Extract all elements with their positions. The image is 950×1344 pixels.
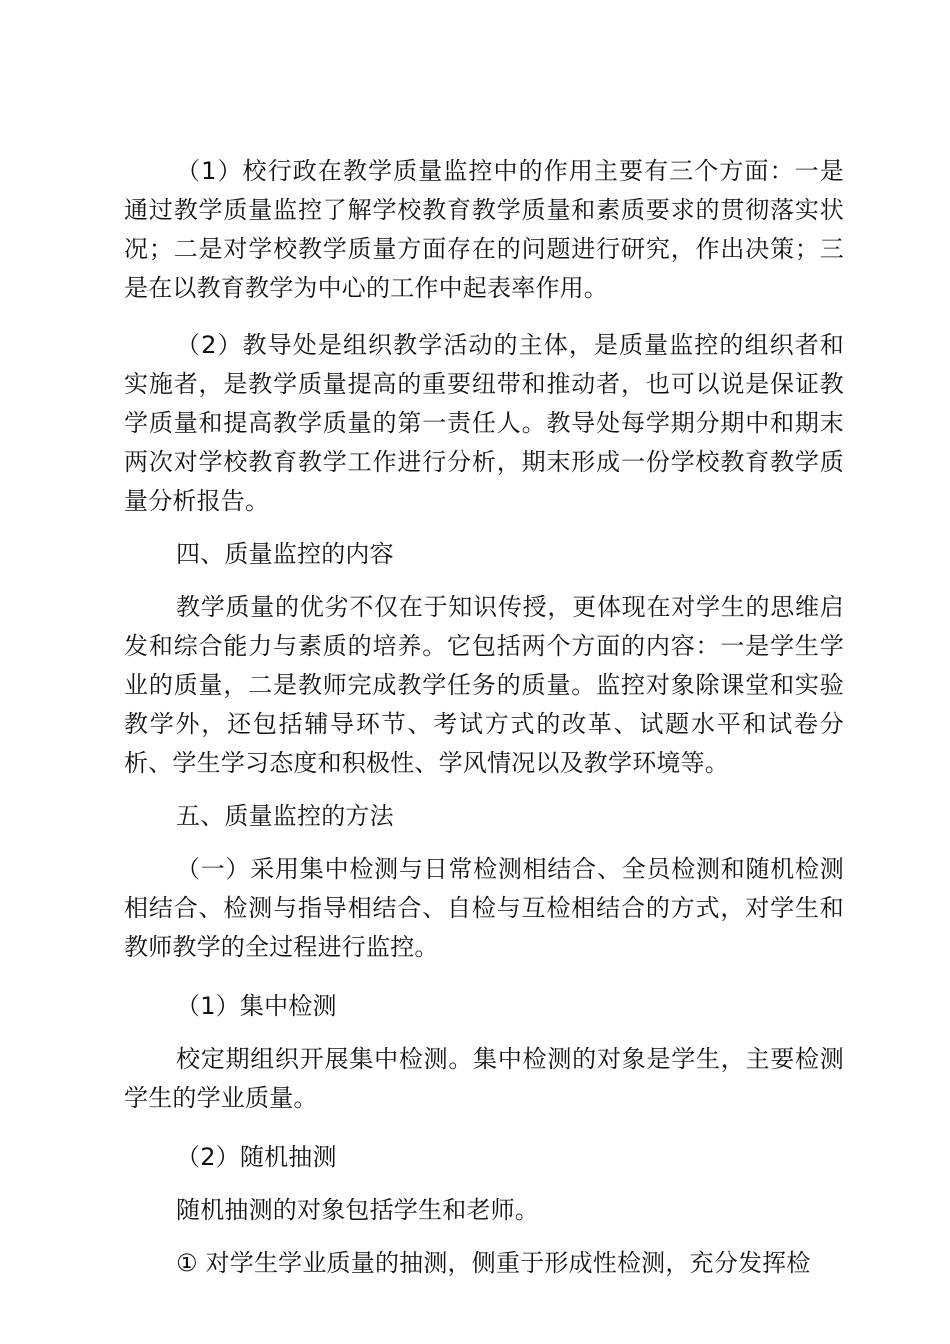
paragraph-monitoring-content: 教学质量的优劣不仅在于知识传授，更体现在对学生的思维启发和综合能力与素质的培养。它包括两个方面的内容：一是学生学业的质量，二是教师完成教学任务的质量。监控对象除课堂和实验教学外，还包括辅导环节、考试方式的改革、试题水平和试卷分析、学生学习态度和积极性、学风情况以及教学环境等。 [124,593,844,777]
paragraph-student-sampling: ① 对学生学业质量的抽测，侧重于形成性检测，充分发挥检 [176,1249,811,1277]
section-heading-monitoring-methods: 五、质量监控的方法 [176,802,394,830]
paragraph-teaching-office-role: （2）教导处是组织教学活动的主体，是质量监控的组织者和实施者，是教学质量提高的重要纽带和推动者，也可以说是保证教学质量和提高教学质量的第一责任人。教导处每学期分期中和期末两次对学校教育教学工作进行分析，期末形成一份学校教育教学质量分析报告。 [124,331,844,515]
paragraph-monitoring-methods: （一）采用集中检测与日常检测相结合、全员检测和随机检测相结合、检测与指导相结合、自检与互检相结合的方式，对学生和教师教学的全过程进行监控。 [124,855,844,961]
document-page [124,152,844,1283]
subheading-centralized-testing: （1）集中检测 [176,992,337,1020]
paragraph-centralized-testing: 校定期组织开展集中检测。集中检测的对象是学生，主要检测学生的学业质量。 [124,1045,844,1112]
paragraph-random-testing-targets: 随机抽测的对象包括学生和老师。 [176,1196,539,1224]
section-heading-monitoring-content: 四、质量监控的内容 [176,540,394,568]
subheading-random-testing: （2）随机抽测 [176,1143,337,1171]
paragraph-school-admin-role: （1）校行政在教学质量监控中的作用主要有三个方面：一是通过教学质量监控了解学校教育教学质量和素质要求的贯彻落实状况；二是对学校教学质量方面存在的问题进行研究，作出决策；三是在以教育教学为中心的工作中起表率作用。 [124,157,844,302]
